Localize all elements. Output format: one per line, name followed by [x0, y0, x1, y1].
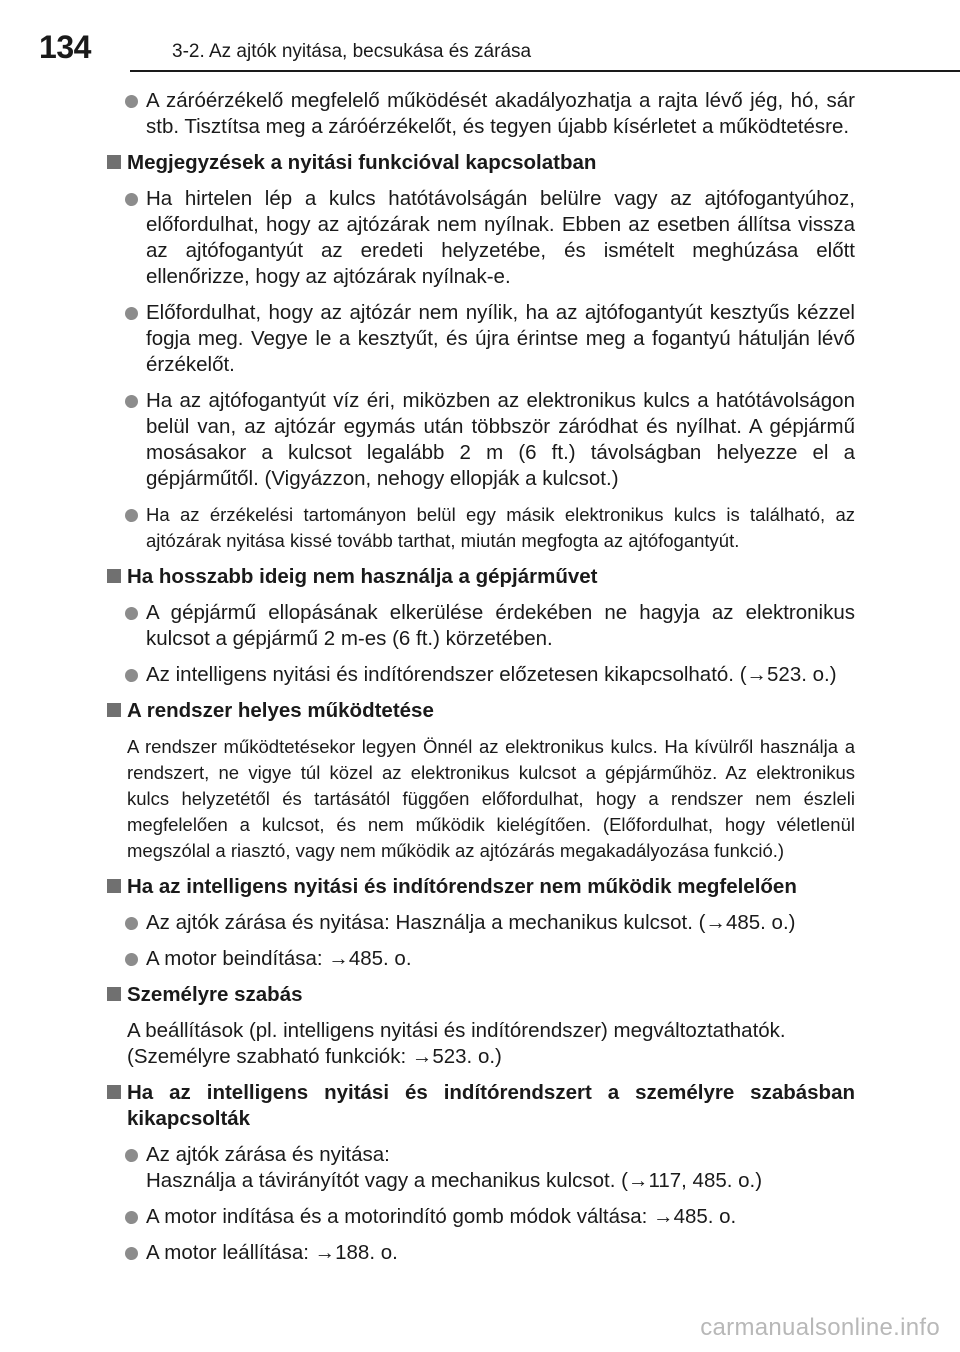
- page-header: [0, 0, 960, 72]
- bullet-item: [107, 1204, 855, 1230]
- section-paragraph: A rendszer működtetésekor legyen Önnél az elektronikus kulcs. Ha kívülről használja a rendszert, ne vigye túl közel az elektronikus kulcsot a gépjárműhöz. Az elektronikus kulcs helyzetétől és tartásától függően előfordulhat, hogy a rendszer nem észleli megfelelően a kulcsot, és nem működik kielégítően. (Előfordulhat, hogy véletlenül megszólal a riasztó, vagy nem működik az ajtózárás megakadályozása funkció.): [127, 736, 855, 861]
- section-heading-text: Megjegyzések a nyitási funkcióval kapcsolatban: [127, 151, 597, 174]
- bullet-text: A motor beindítása: →485. o.: [146, 947, 412, 970]
- square-marker-icon: [107, 569, 121, 583]
- bullet-item: [107, 88, 855, 140]
- bullet-item: [107, 662, 855, 688]
- bullet-text: A motor indítása és a motorindító gomb módok váltása: →485. o.: [146, 1205, 737, 1228]
- section-heading: [107, 874, 855, 900]
- square-marker-icon: [107, 155, 121, 169]
- bullet-dot-icon: [125, 395, 138, 408]
- bullet-dot-icon: [125, 509, 138, 522]
- bullet-text: Ha az ajtófogantyút víz éri, miközben az elektronikus kulcs a hatótávolságon belül van, az ajtózár egymás után többször záródhat és nyílhat. A gépjármű mosásakor a kulcsot legalább 2 m (6 ft.) távolságban helyezze el a gépjárműtől. (Vigyázzon, nehogy ellopják a kulcsot.): [146, 389, 855, 490]
- bullet-text: Használja a távirányítót vagy a mechanikus kulcsot. (→117, 485. o.): [146, 1169, 763, 1192]
- bullet-item: [107, 186, 855, 290]
- bullet-text: Ha az érzékelési tartományon belül egy másik elektronikus kulcs is található, az ajtózárak nyitása kissé tovább tarthat, miután megfogta az ajtófogantyút.: [146, 504, 855, 551]
- bullet-text: A motor leállítása: →188. o.: [146, 1241, 398, 1264]
- bullet-dot-icon: [125, 1247, 138, 1260]
- site-watermark: carmanualsonline.info: [700, 1314, 940, 1341]
- section-heading-text: Ha hosszabb ideig nem használja a gépjárművet: [127, 565, 598, 588]
- square-marker-icon: [107, 703, 121, 717]
- bullet-item: [107, 502, 855, 554]
- paragraph-line: (Személyre szabható funkciók: →523. o.): [127, 1045, 502, 1068]
- section-paragraph: [107, 1018, 855, 1070]
- bullet-dot-icon: [125, 917, 138, 930]
- bullet-dot-icon: [125, 307, 138, 320]
- bullet-item: [107, 600, 855, 652]
- bullet-dot-icon: [125, 1211, 138, 1224]
- page-content: [107, 88, 855, 1276]
- section-heading-text: Személyre szabás: [127, 983, 303, 1006]
- section-heading: [107, 150, 855, 176]
- bullet-text: Előfordulhat, hogy az ajtózár nem nyílik, ha az ajtófogantyút kesztyűs kézzel fogja meg. Vegye le a kesztyűt, és újra érintse meg a fogantyú hátulján lévő érzékelőt.: [146, 301, 855, 376]
- bullet-item: [107, 1240, 855, 1266]
- bullet-dot-icon: [125, 607, 138, 620]
- square-marker-icon: [107, 987, 121, 1001]
- header-rule: [130, 70, 960, 72]
- bullet-dot-icon: [125, 669, 138, 682]
- chapter-title: 3-2. Az ajtók nyitása, becsukása és zárása: [172, 41, 532, 62]
- paragraph-line: A beállítások (pl. intelligens nyitási és indítórendszer) megváltoztathatók.: [127, 1019, 786, 1042]
- bullet-item: [107, 300, 855, 378]
- bullet-text: A gépjármű ellopásának elkerülése érdekében ne hagyja az elektronikus kulcsot a gépjármű 2 m-es (6 ft.) körzetében.: [146, 601, 855, 650]
- bullet-text: Az ajtók zárása és nyitása:: [146, 1143, 390, 1166]
- bullet-text: Az ajtók zárása és nyitása: Használja a mechanikus kulcsot. (→485. o.): [146, 911, 796, 934]
- section-heading: [107, 982, 855, 1008]
- bullet-item: [107, 946, 855, 972]
- bullet-dot-icon: [125, 193, 138, 206]
- bullet-text: A záróérzékelő megfelelő működését akadályozhatja a rajta lévő jég, hó, sár stb. Tisztítsa meg a záróérzékelőt, és tegyen újabb kísérletet a működtetésre.: [146, 89, 855, 138]
- section-heading-text: A rendszer helyes működtetése: [127, 699, 434, 722]
- bullet-text: Az intelligens nyitási és indítórendszer előzetesen kikapcsolható. (→523. o.): [146, 663, 837, 686]
- bullet-item: [107, 388, 855, 492]
- bullet-item: [107, 910, 855, 936]
- square-marker-icon: [107, 1085, 121, 1099]
- page-number: 134: [39, 29, 91, 65]
- bullet-dot-icon: [125, 1149, 138, 1162]
- section-heading: [107, 564, 855, 590]
- bullet-dot-icon: [125, 95, 138, 108]
- section-heading-text: Ha az intelligens nyitási és indítórendszert a személyre szabásban kikapcsolták: [127, 1081, 855, 1130]
- bullet-item: [107, 1142, 855, 1194]
- square-marker-icon: [107, 879, 121, 893]
- section-heading: [107, 698, 855, 724]
- section-heading: [107, 1080, 855, 1132]
- bullet-dot-icon: [125, 953, 138, 966]
- bullet-text: Ha hirtelen lép a kulcs hatótávolságán belülre vagy az ajtófogantyúhoz, előfordulhat, hogy az ajtózárak nem nyílnak. Ebben az esetben állítsa vissza az ajtófogantyút az eredeti helyzetébe, és ismételt meghúzása előtt ellenőrizze, hogy az ajtózárak nyílnak-e.: [146, 187, 855, 288]
- section-heading-text: Ha az intelligens nyitási és indítórendszer nem működik megfelelően: [127, 875, 797, 898]
